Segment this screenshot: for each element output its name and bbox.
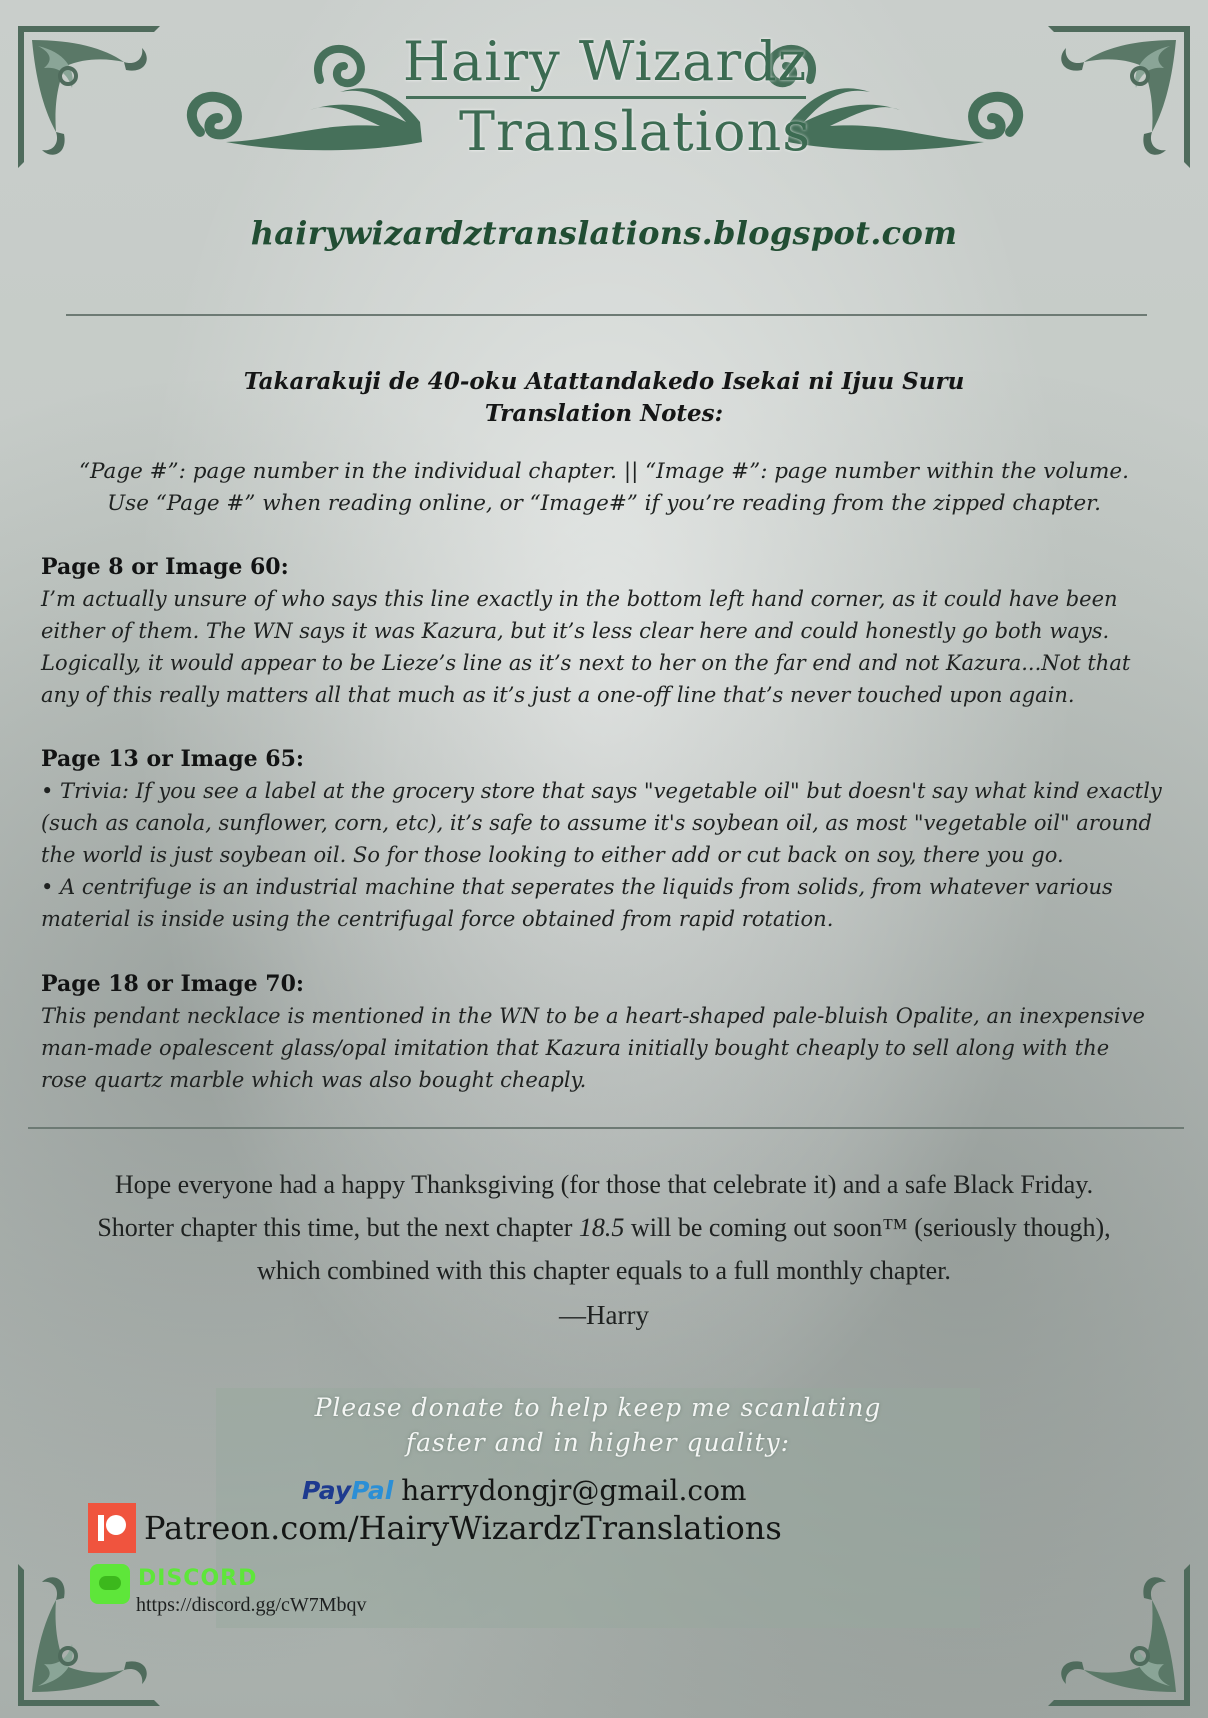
- closing-line: which combined with this chapter equals to a full monthly chapter.: [257, 1256, 951, 1285]
- closing-text: Shorter chapter this time, but the next chapter: [97, 1213, 579, 1242]
- series-title: Takarakuji de 40-oku Atattandakedo Isekai ni Ijuu Suru: [243, 368, 965, 395]
- intro-line: “Page #”: page number in the individual chapter. || “Image #”: page number within the volume.: [79, 459, 1129, 484]
- paypal-icon: [302, 1476, 393, 1505]
- note-line: material is inside using the centrifugal force obtained from rapid rotation.: [41, 907, 834, 931]
- logo-title-line2: Translations: [459, 100, 811, 163]
- logo-title-line1: Hairy Wizardz: [402, 30, 808, 93]
- closing-line: Hope everyone had a happy Thanksgiving (for those that celebrate it) and a safe Black Friday.: [114, 1170, 1094, 1199]
- donate-line: Please donate to help keep me scanlating: [314, 1393, 882, 1422]
- note-line: any of this really matters all that much as it’s just a one-off line that’s never touched upon again.: [41, 683, 1075, 707]
- divider-top: [66, 314, 1147, 316]
- patreon-icon: [88, 1503, 136, 1553]
- paypal-logo-pal: Pal: [351, 1476, 394, 1505]
- notes-title-block: [0, 366, 1208, 430]
- note-heading: Page 8 or Image 60:: [41, 554, 289, 580]
- closing-line: [30, 1206, 1178, 1249]
- closing-text: will be coming out soon™ (seriously though),: [624, 1213, 1111, 1242]
- signature: —Harry: [559, 1300, 649, 1330]
- corner-ornament-bottom-right: [1044, 1560, 1194, 1710]
- notes-label: Translation Notes:: [484, 400, 724, 427]
- note-line: Logically, it would appear to be Lieze’s line as it’s next to her on the far end and not Kazura...Not that: [41, 651, 1131, 675]
- divider-middle: [28, 1127, 1184, 1129]
- note-line: • A centrifuge is an industrial machine that seperates the liquids from solids, from whatever various: [41, 875, 1113, 899]
- discord-invite-link[interactable]: https://discord.gg/cW7Mbqv: [136, 1594, 367, 1616]
- note-line: rose quartz marble which was also bought cheaply.: [41, 1068, 587, 1092]
- site-url-link[interactable]: hairywizardztranslations.blogspot.com: [250, 214, 958, 252]
- discord-icon: [90, 1564, 130, 1604]
- patreon-row[interactable]: [88, 1503, 782, 1553]
- patreon-link[interactable]: Patreon.com/HairyWizardzTranslations: [144, 1509, 782, 1547]
- donate-line: faster and in higher quality:: [405, 1428, 791, 1457]
- note-heading: Page 13 or Image 65:: [41, 746, 305, 772]
- discord-row[interactable]: [90, 1564, 367, 1616]
- note-page-18: [41, 968, 1181, 1096]
- paypal-logo-pay: Pay: [302, 1476, 352, 1505]
- note-line: • Trivia: If you see a label at the grocery store that says "vegetable oil" but doesn't say what kind exactly: [41, 779, 1162, 803]
- ornament-icon: [14, 22, 164, 172]
- paypal-email[interactable]: harrydongjr@gmail.com: [401, 1474, 747, 1507]
- site-logo: [170, 22, 1040, 182]
- discord-wordmark: DISCORD: [138, 1566, 258, 1591]
- note-page-13: [41, 743, 1181, 935]
- notes-intro: [60, 456, 1148, 520]
- ornament-icon: [1044, 1560, 1194, 1710]
- corner-ornament-top-left: [14, 22, 164, 172]
- note-line: either of them. The WN says it was Kazura, but it’s less clear here and could honestly go both ways.: [41, 619, 1110, 643]
- note-line: This pendant necklace is mentioned in the WN to be a heart-shaped pale-bluish Opalite, an inexpensive: [41, 1004, 1145, 1028]
- closing-message: [30, 1163, 1178, 1292]
- note-line: the world is just soybean oil. So for those looking to either add or cut back on soy, there you go.: [41, 843, 1064, 867]
- note-heading: Page 18 or Image 70:: [41, 971, 305, 997]
- note-line: man-made opalescent glass/opal imitation that Kazura initially bought cheaply to sell along with the: [41, 1036, 1110, 1060]
- donate-message: [216, 1390, 980, 1460]
- note-line: (such as canola, sunflower, corn, etc), it’s safe to assume it's soybean oil, as most "vegetable oil" around: [41, 811, 1152, 835]
- chapter-number: 18.5: [578, 1213, 625, 1242]
- note-page-8: [41, 551, 1181, 711]
- intro-line: Use “Page #” when reading online, or “Image#” if you’re reading from the zipped chapter.: [107, 491, 1101, 516]
- note-line: I’m actually unsure of who says this line exactly in the bottom left hand corner, as it could have been: [41, 587, 1118, 611]
